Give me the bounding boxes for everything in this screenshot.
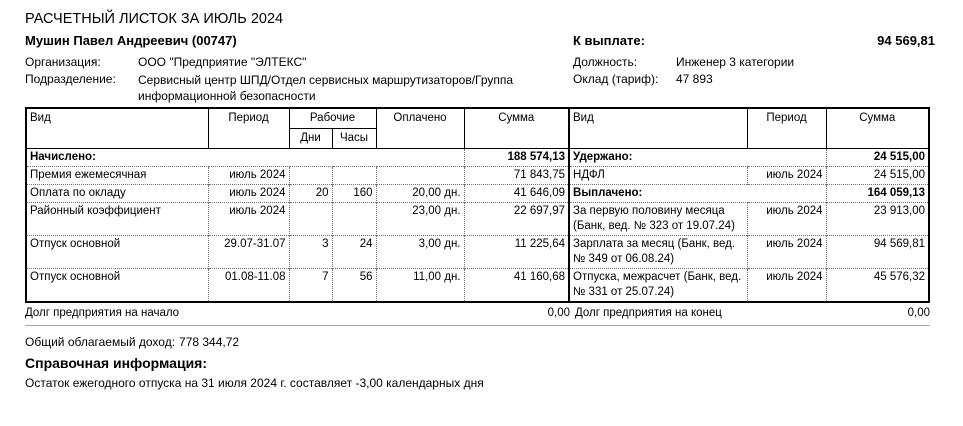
paidout-section-label: Выплачено: (569, 185, 826, 203)
cell-type2: Зарплата за месяц (Банк, вед. № 349 от 06.08.24) (569, 236, 747, 269)
debt-start (25, 306, 570, 321)
cell-amount2: 45 576,32 (826, 269, 929, 303)
cell-amount: 11 225,64 (464, 236, 569, 269)
cell-amount2: 23 913,00 (826, 203, 929, 236)
cell-days (289, 167, 332, 185)
position-label: Должность: (573, 55, 638, 69)
cell-type: Оплата по окладу (26, 185, 208, 203)
cell-amount: 22 697,97 (464, 203, 569, 236)
debt-start-value: 0,00 (547, 307, 570, 319)
cell-paid: 23,00 дн. (376, 203, 464, 236)
cell-days: 20 (289, 185, 332, 203)
cell-type: Районный коэффициент (26, 203, 208, 236)
cell-period: июль 2024 (208, 185, 289, 203)
table-row (26, 236, 929, 269)
withheld-total: 24 515,00 (826, 149, 929, 167)
cell-type2: Отпуска, межрасчет (Банк, вед. № 331 от 25.07.24) (569, 269, 747, 303)
accrued-total: 188 574,13 (464, 149, 569, 167)
organization-value: ООО "Предприятие "ЭЛТЕКС" (138, 55, 307, 69)
cell-period2: июль 2024 (747, 269, 826, 303)
table-row (26, 167, 929, 185)
col-header-working: Рабочие (289, 108, 376, 129)
cell-amount2: 24 515,00 (826, 167, 929, 185)
cell-period: 29.07-31.07 (208, 236, 289, 269)
department-value: Сервисный центр ШПД/Отдел сервисных маршрутизаторов/Группа информационной безопасности (138, 73, 514, 103)
cell-period: июль 2024 (208, 203, 289, 236)
vacation-balance-line: Остаток ежегодного отпуска на 31 июля 2024 г. составляет -3,00 календарных дня (25, 376, 484, 390)
debt-end-value: 0,00 (907, 307, 930, 319)
reference-info-title: Справочная информация: (25, 355, 208, 371)
debt-end (570, 306, 930, 321)
taxable-income-line (25, 335, 930, 349)
salary-value: 47 893 (676, 72, 713, 86)
payslip-title: РАСЧЕТНЫЙ ЛИСТОК ЗА ИЮЛЬ 2024 (25, 11, 284, 27)
paidout-total: 164 059,13 (826, 185, 929, 203)
position-value: Инженер 3 категории (676, 55, 795, 69)
cell-hours: 56 (332, 269, 376, 303)
cell-paid: 20,00 дн. (376, 185, 464, 203)
cell-period: июль 2024 (208, 167, 289, 185)
debt-row (25, 303, 930, 326)
col-header-amount: Сумма (464, 108, 569, 149)
cell-amount: 41 160,68 (464, 269, 569, 303)
table-row (26, 269, 929, 303)
table-row-accrued-withheld (26, 149, 929, 167)
cell-paid: 3,00 дн. (376, 236, 464, 269)
cell-period2: июль 2024 (747, 203, 826, 236)
organization-label: Организация: (25, 55, 101, 69)
accrued-section-label: Начислено: (26, 149, 464, 167)
col-header-paid: Оплачено (376, 108, 464, 149)
cell-type: Премия ежемесячная (26, 167, 208, 185)
col-header-type2: Вид (569, 108, 747, 149)
salary-label: Оклад (тариф): (573, 72, 659, 86)
payout-label: К выплате: (573, 33, 645, 48)
col-header-type: Вид (26, 108, 208, 149)
withheld-section-label: Удержано: (569, 149, 826, 167)
cell-amount2: 94 569,81 (826, 236, 929, 269)
cell-period2: июль 2024 (747, 236, 826, 269)
cell-type2: За первую половину месяца (Банк, вед. № 323 от 19.07.24) (569, 203, 747, 236)
cell-days: 7 (289, 269, 332, 303)
cell-period: 01.08-11.08 (208, 269, 289, 303)
cell-type: Отпуск основной (26, 236, 208, 269)
col-header-days: Дни (289, 129, 332, 149)
cell-hours: 160 (332, 185, 376, 203)
cell-paid (376, 167, 464, 185)
payslip-body (25, 107, 930, 390)
taxable-income-label: Общий облагаемый доход: (25, 335, 176, 349)
debt-start-label: Долг предприятия на начало (25, 307, 180, 319)
cell-amount: 71 843,75 (464, 167, 569, 185)
taxable-income-value: 778 344,72 (179, 335, 240, 349)
cell-period2: июль 2024 (747, 167, 826, 185)
cell-hours (332, 167, 376, 185)
col-header-hours: Часы (332, 129, 376, 149)
table-row-paid-section (26, 185, 929, 203)
department-label: Подразделение: (25, 72, 116, 86)
cell-paid: 11,00 дн. (376, 269, 464, 303)
debt-end-label: Долг предприятия на конец (575, 307, 722, 319)
col-header-period: Период (208, 108, 289, 149)
col-header-period2: Период (747, 108, 826, 149)
col-header-amount2: Сумма (826, 108, 929, 149)
cell-type2: НДФЛ (569, 167, 747, 185)
table-row (26, 203, 929, 236)
cell-type: Отпуск основной (26, 269, 208, 303)
payslip-table (25, 107, 930, 303)
cell-days (289, 203, 332, 236)
employee-name: Мушин Павел Андреевич (00747) (25, 33, 237, 48)
cell-days: 3 (289, 236, 332, 269)
cell-hours: 24 (332, 236, 376, 269)
cell-hours (332, 203, 376, 236)
payout-value: 94 569,81 (877, 33, 935, 48)
cell-amount: 41 646,09 (464, 185, 569, 203)
